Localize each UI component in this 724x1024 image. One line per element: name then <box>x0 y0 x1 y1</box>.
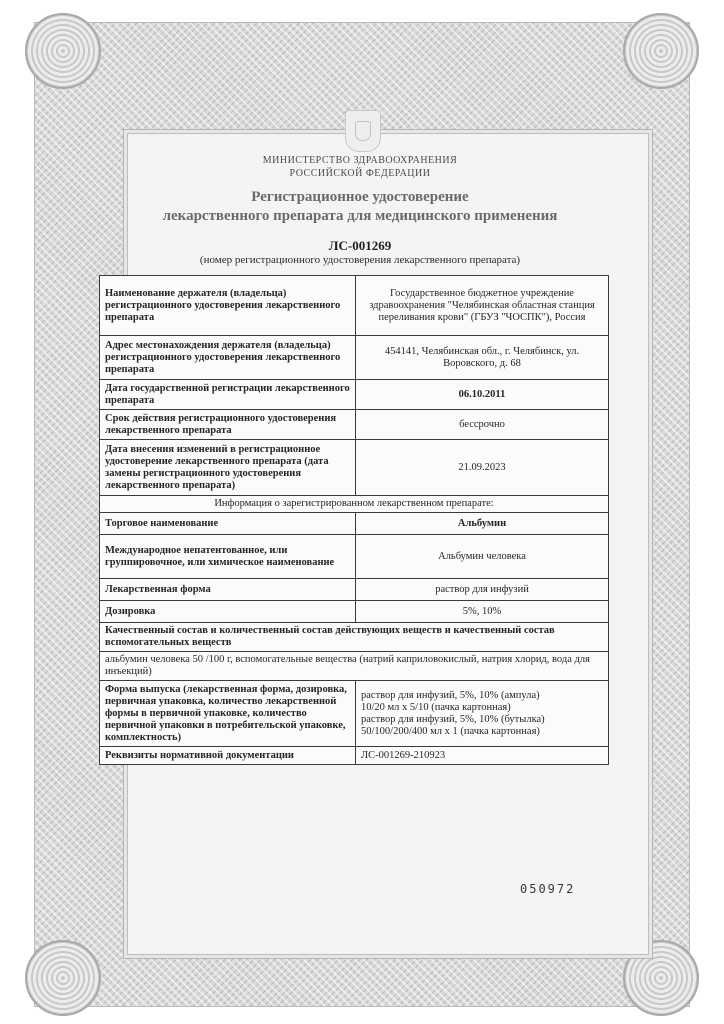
release-line: раствор для инфузий, 5%, 10% (ампула) <box>361 689 540 701</box>
form-value: раствор для инфузий <box>356 579 609 601</box>
inn-value: Альбумин человека <box>356 535 609 579</box>
composition-value: альбумин человека 50 /100 г, вспомогательные вещества (натрий каприловокислый, натрия хлорид, вода для инъекций) <box>100 652 609 681</box>
serial-number: 050972 <box>520 882 576 896</box>
validity-value: бессрочно <box>356 410 609 440</box>
release-line: 50/100/200/400 мл х 1 (пачка картонная) <box>361 725 540 737</box>
changes-label: Дата внесения изменений в регистрационное удостоверение лекарственного препарата (дата замены регистрационного удостоверения лекарственного препарата) <box>100 440 356 496</box>
trade-name-label: Торговое наименование <box>100 513 356 535</box>
title-line: лекарственного препарата для медицинского применения <box>162 208 558 224</box>
dosage-label: Дозировка <box>100 601 356 623</box>
table-row <box>100 276 609 336</box>
dosage-value: 5%, 10% <box>356 601 609 623</box>
registration-number-note: (номер регистрационного удостоверения лекарственного препарата) <box>199 254 521 266</box>
changes-value: 21.09.2023 <box>356 440 609 496</box>
address-label: Адрес местонахождения держателя (владельца) регистрационного удостоверения лекарственного препарата <box>100 336 356 380</box>
registration-number: ЛС-001269 <box>328 238 392 253</box>
ministry-name <box>110 154 610 180</box>
form-label: Лекарственная форма <box>100 579 356 601</box>
document-title <box>110 188 610 226</box>
table-row <box>100 681 609 747</box>
corner-rosette <box>623 13 699 89</box>
ministry-line: РОССИЙСКОЙ ФЕДЕРАЦИИ <box>289 168 431 179</box>
table-row <box>100 652 609 681</box>
holder-value: Государственное бюджетное учреждение здравоохранения "Челябинская областная станция переливания крови" (ГБУЗ "ЧОСПК"), Россия <box>356 276 609 336</box>
table-row <box>100 440 609 496</box>
docs-value: ЛС-001269-210923 <box>356 747 609 765</box>
release-value <box>356 681 609 747</box>
composition-label: Качественный состав и количественный состав действующих веществ и качественный состав вспомогательных веществ <box>100 623 609 652</box>
reg-date-label: Дата государственной регистрации лекарственного препарата <box>100 380 356 410</box>
table-row <box>100 496 609 513</box>
info-header: Информация о зарегистрированном лекарственном препарате: <box>100 496 609 513</box>
table-row <box>100 535 609 579</box>
emblem-icon <box>355 121 371 141</box>
release-line: раствор для инфузий, 5%, 10% (бутылка) <box>361 713 545 725</box>
table-row <box>100 601 609 623</box>
holder-label: Наименование держателя (владельца) регистрационного удостоверения лекарственного препарата <box>100 276 356 336</box>
table-row <box>100 579 609 601</box>
address-value: 454141, Челябинская обл., г. Челябинск, ул. Воровского, д. 68 <box>356 336 609 380</box>
ministry-line: МИНИСТЕРСТВО ЗДРАВООХРАНЕНИЯ <box>262 155 458 166</box>
inn-label: Международное непатентованное, или группировочное, или химическое наименование <box>100 535 356 579</box>
table-row <box>100 410 609 440</box>
corner-rosette <box>25 13 101 89</box>
release-line: 10/20 мл х 5/10 (пачка картонная) <box>361 701 511 713</box>
table-row <box>100 513 609 535</box>
docs-label: Реквизиты нормативной документации <box>100 747 356 765</box>
table-row <box>100 380 609 410</box>
state-emblem <box>345 110 381 152</box>
table-row <box>100 747 609 765</box>
certificate-table <box>99 275 609 765</box>
title-line: Регистрационное удостоверение <box>251 189 469 205</box>
table-row <box>100 623 609 652</box>
reg-date-value: 06.10.2011 <box>356 380 609 410</box>
validity-label: Срок действия регистрационного удостоверения лекарственного препарата <box>100 410 356 440</box>
corner-rosette <box>25 940 101 1016</box>
release-label: Форма выпуска (лекарственная форма, дозировка, первичная упаковка, количество лекарственной формы в первичной упаковке, количество первичной упаковки в потребительской упаковке, комплектность) <box>100 681 356 747</box>
trade-name-value: Альбумин <box>356 513 609 535</box>
table-row <box>100 336 609 380</box>
